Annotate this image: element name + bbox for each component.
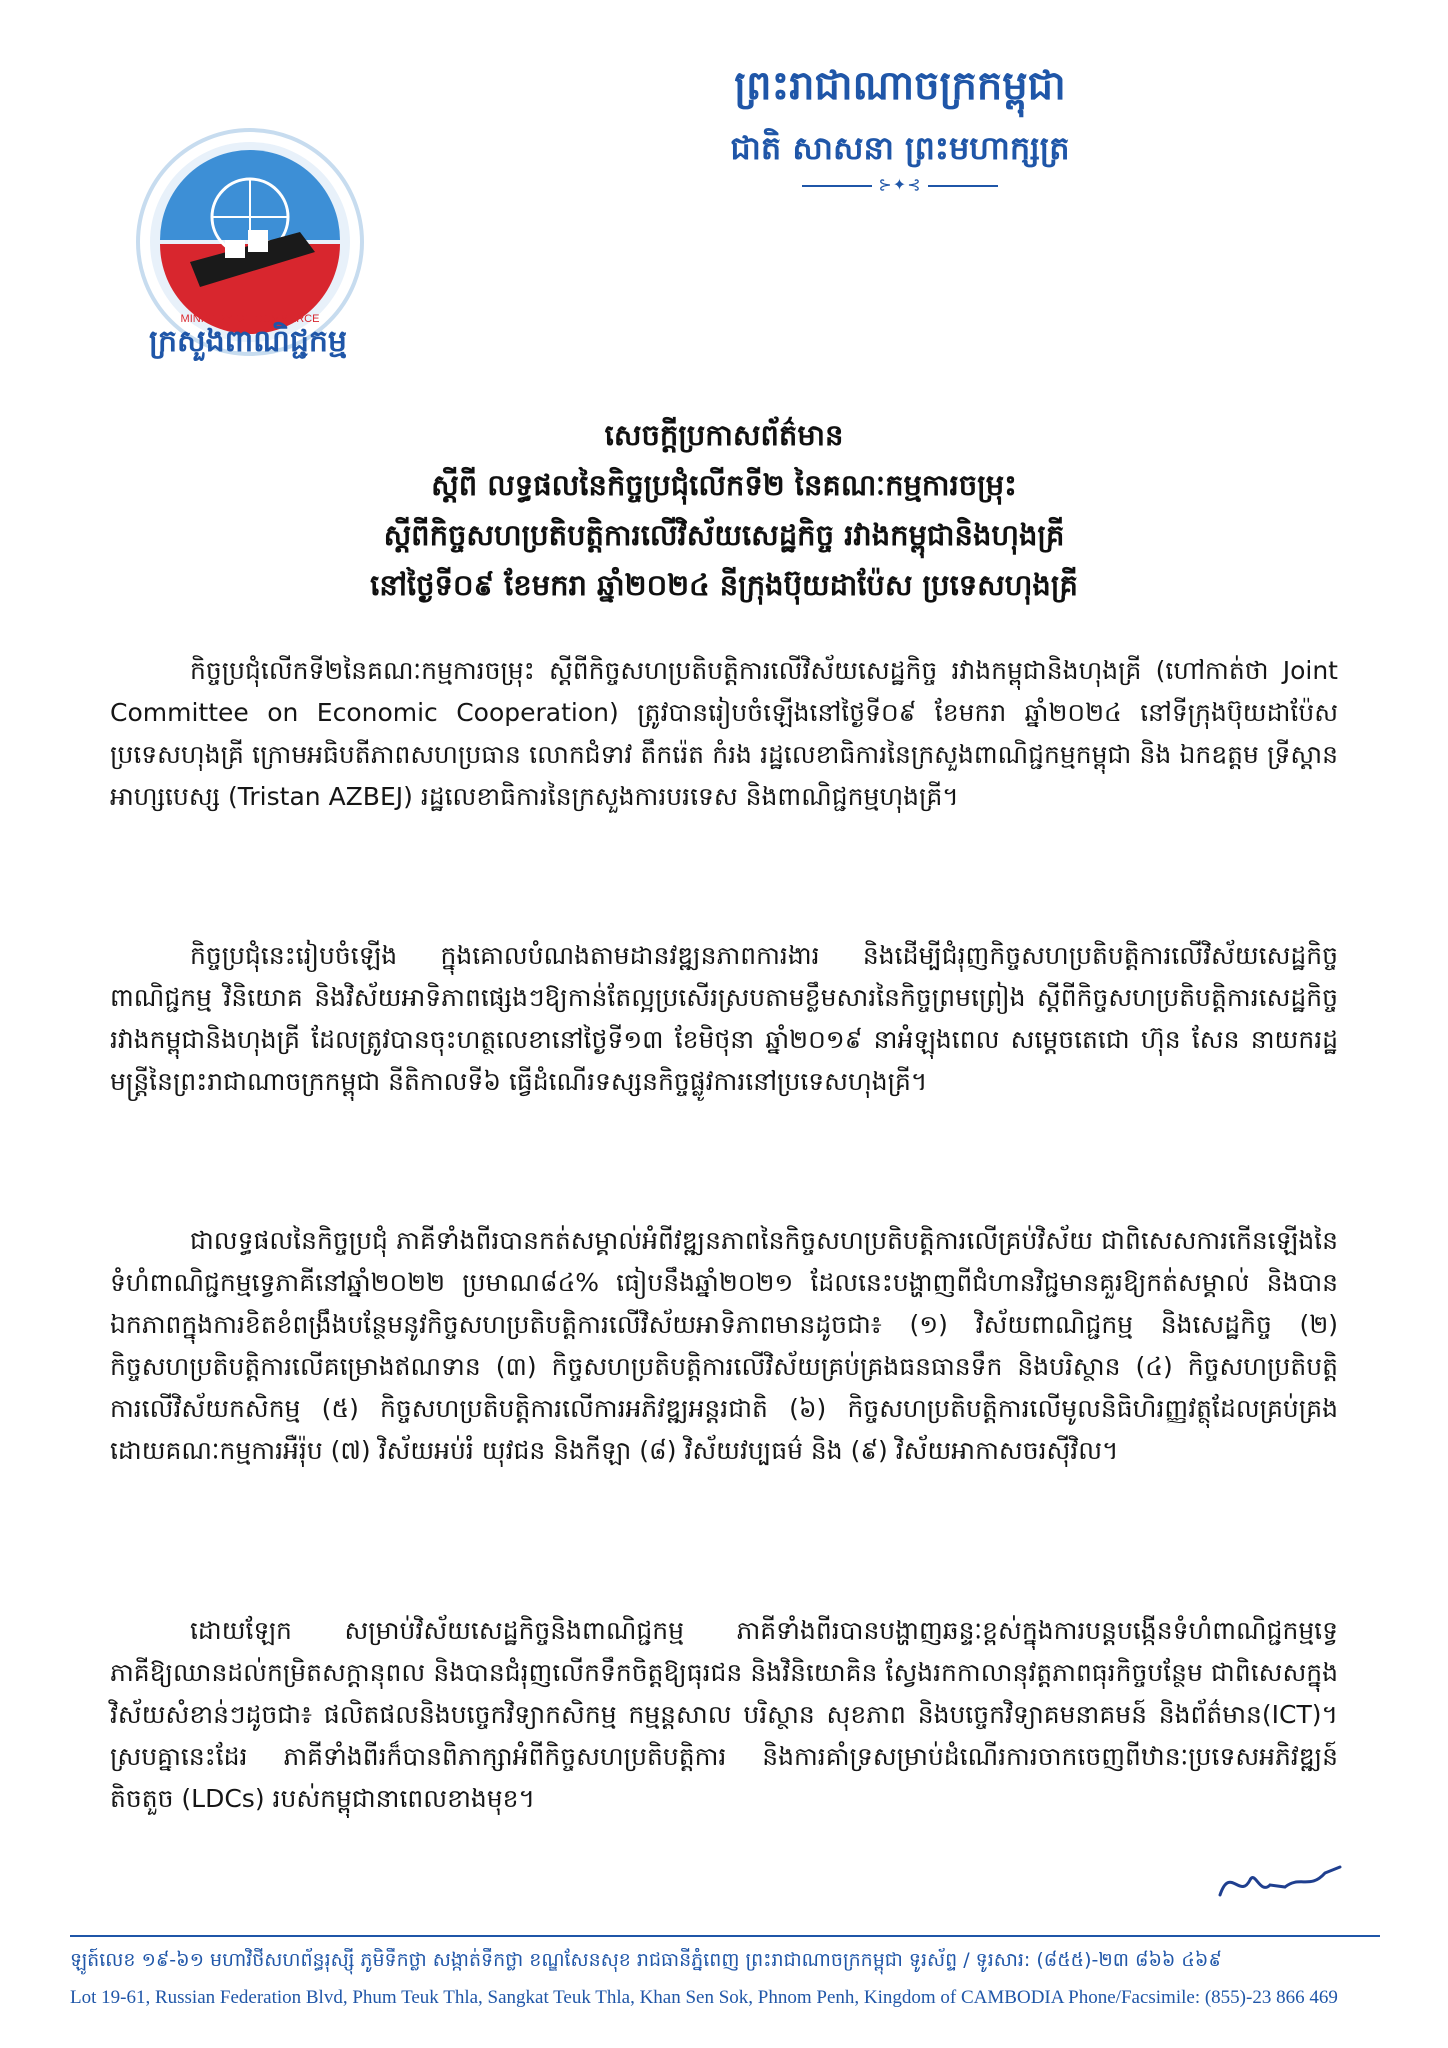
paragraph-1: កិច្ចប្រជុំលើកទី២នៃគណៈកម្មការចម្រុះ ស្តីពីកិច្ចសហប្រតិបត្តិការលើវិស័យសេដ្ឋកិច្ច រវាងកម្ពុជានិងហុងគ្រី (ហៅកាត់ថា Joint Committee on Economic Cooperation) ត្រូវបានរៀបចំឡើងនៅថ្ងៃទី០៩ ខែមករា ឆ្នាំ២០២៤ នៅទីក្រុងប៊ុយដាប៉ែស ប្រទេសហុងគ្រី ក្រោមអធិបតីភាពសហប្រធាន លោកជំទាវ តឹករ៉េត កំរង រដ្ឋលេខាធិការនៃក្រសួងពាណិជ្ជកម្មកម្ពុជា និង ឯកឧត្តម ទ្រីស្តាន អាហ្សបេស្ស (Tristan AZBEJ) រដ្ឋលេខាធិការនៃក្រសួងការបរទេស និងពាណិជ្ជកម្មហុងគ្រី។: [110, 656, 1338, 811]
title-line-1: សេចក្តីប្រកាសព័ត៌មាន: [604, 418, 844, 452]
title-line-4: នៅថ្ងៃទី០៩ ខែមករា ឆ្នាំ២០២៤ នីក្រុងប៊ុយដាប៉ែស ប្រទេសហុងគ្រី: [370, 568, 1078, 602]
signature-mark: [1210, 1855, 1350, 1915]
paragraph-4: ដោយឡែក សម្រាប់វិស័យសេដ្ឋកិច្ចនិងពាណិជ្ជកម្ម ភាគីទាំងពីរបានបង្ហាញឆន្ទៈខ្ពស់ក្នុងការបន្តបង្កើនទំហំពាណិជ្ជកម្មទ្វេភាគីឱ្យឈានដល់កម្រិតសក្តានុពល និងបានជំរុញលើកទឹកចិត្តឱ្យធុរជន និងវិនិយោគិន ស្វែងរកកាលានុវត្តភាពធុរកិច្ចបន្ថែម ជាពិសេសក្នុងវិស័យសំខាន់ៗដូចជា៖ ផលិតផលនិងបច្ចេកវិទ្យាកសិកម្ម កម្មន្តសាល បរិស្ថាន សុខភាព និងបច្ចេកវិទ្យាគមនាគមន៍ និងព័ត៌មាន(ICT)។ ស្របគ្នានេះដែរ ភាគីទាំងពីរក៏បានពិភាក្សាអំពីកិច្ចសហប្រតិបត្តិការ និងការគាំទ្រសម្រាប់ដំណើរការចាកចេញពីឋានៈប្រទេសអភិវឌ្ឍន៍តិចតួច (LDCs) របស់កម្ពុជានាពេលខាងមុខ។: [110, 1616, 1338, 1813]
national-motto: ជាតិ សាសនា ព្រះមហាក្សត្រ: [730, 129, 1070, 167]
paragraph-2: កិច្ចប្រជុំនេះរៀបចំឡើង ក្នុងគោលបំណងតាមដានវឌ្ឍនភាពការងារ និងដើម្បីជំរុញកិច្ចសហប្រតិបត្តិការលើវិស័យសេដ្ឋកិច្ច ពាណិជ្ជកម្ម វិនិយោគ និងវិស័យអាទិភាពផ្សេងៗឱ្យកាន់តែល្អប្រសើរស្របតាមខ្លឹមសារនៃកិច្ចព្រមព្រៀង ស្តីពីកិច្ចសហប្រតិបត្តិការសេដ្ឋកិច្ច រវាងកម្ពុជានិងហុងគ្រី ដែលត្រូវបានចុះហត្ថលេខានៅថ្ងៃទី១៣ ខែមិថុនា ឆ្នាំ២០១៩ នាអំឡុងពេល សម្តេចតេជោ ហ៊ុន សែន នាយករដ្ឋមន្ត្រីនៃព្រះរាជាណាចក្រកម្ពុជា នីតិកាលទី៦ ធ្វើដំណើរទស្សនកិច្ចផ្លូវការនៅប្រទេសហុងគ្រី។: [110, 941, 1338, 1096]
title-line-3: ស្តីពីកិច្ចសហប្រតិបត្តិការលើវិស័យសេដ្ឋកិច្ច រវាងកម្ពុជានិងហុងគ្រី: [383, 518, 1065, 552]
title-line-2: ស្តីពី លទ្ធផលនៃកិច្ចប្រជុំលើកទី២ នៃគណៈកម្មការចម្រុះ: [431, 468, 1017, 502]
ornament-divider: [400, 175, 1400, 194]
ornament-glyph: ⊱✦⊰: [878, 175, 922, 194]
ministry-name: ក្រសួងពាណិជ្ជកម្ម: [149, 324, 347, 359]
footer-address-english: Lot 19-61, Russian Federation Blvd, Phum Teuk Thla, Sangkat Teuk Thla, Khan Sen Sok, Phnom Penh, Kingdom of CAMBODIA Phone/Facsimile: (855)-23 866 469: [70, 1987, 1338, 2008]
ornament-line-left: [802, 185, 872, 187]
footer-address-khmer: ឡូត៍លេខ ១៩-៦១ មហាវិថីសហព័ន្ធរុស្ស៊ី ភូមិទឹកថ្លា សង្កាត់ទឹកថ្លា ខណ្ឌសែនសុខ រាជធានីភ្នំពេញ ព្រះរាជាណាចក្រកម្ពុជា ទូរស័ព្ទ / ទូរសារ: (៨៥៥)-២៣ ៨៦៦ ៤៦៩: [70, 1949, 1222, 1971]
logo-caption: MINISTRY OF COMMERCE: [180, 313, 320, 325]
paragraph-3: ជាលទ្ធផលនៃកិច្ចប្រជុំ ភាគីទាំងពីរបានកត់សម្គាល់អំពីវឌ្ឍនភាពនៃកិច្ចសហប្រតិបត្តិការលើគ្រប់វិស័យ ជាពិសេសការកើនឡើងនៃទំហំពាណិជ្ជកម្មទ្វេភាគីនៅឆ្នាំ២០២២ ប្រមាណ៨៤% ធៀបនឹងឆ្នាំ២០២១ ដែលនេះបង្ហាញពីជំហានវិជ្ជមានគួរឱ្យកត់សម្គាល់ និងបានឯកភាពក្នុងការខិតខំពង្រឹងបន្ថែមនូវកិច្ចសហប្រតិបត្តិការលើវិស័យអាទិភាពមានដូចជា៖ (១) វិស័យពាណិជ្ជកម្ម និងសេដ្ឋកិច្ច (២) កិច្ចសហប្រតិបត្តិការលើគម្រោងឥណទាន (៣) កិច្ចសហប្រតិបត្តិការលើវិស័យគ្រប់គ្រងធនធានទឹក និងបរិស្ថាន (៤) កិច្ចសហប្រតិបត្តិការលើវិស័យកសិកម្ម (៥) កិច្ចសហប្រតិបត្តិការលើការអភិវឌ្ឍអន្តរជាតិ (៦) កិច្ចសហប្រតិបត្តិការលើមូលនិធិហិរញ្ញវត្ថុដែលគ្រប់គ្រងដោយគណៈកម្មការអឺរ៉ុប (៧) វិស័យអប់រំ យុវជន និងកីឡា (៨) វិស័យវប្បធម៌ និង (៩) វិស័យអាកាសចរស៊ីវិល។: [110, 1226, 1338, 1465]
kingdom-heading: ព្រះរាជាណាចក្រកម្ពុជា: [734, 63, 1066, 109]
ornament-line-right: [928, 185, 998, 187]
footer-divider: [70, 1935, 1380, 1937]
